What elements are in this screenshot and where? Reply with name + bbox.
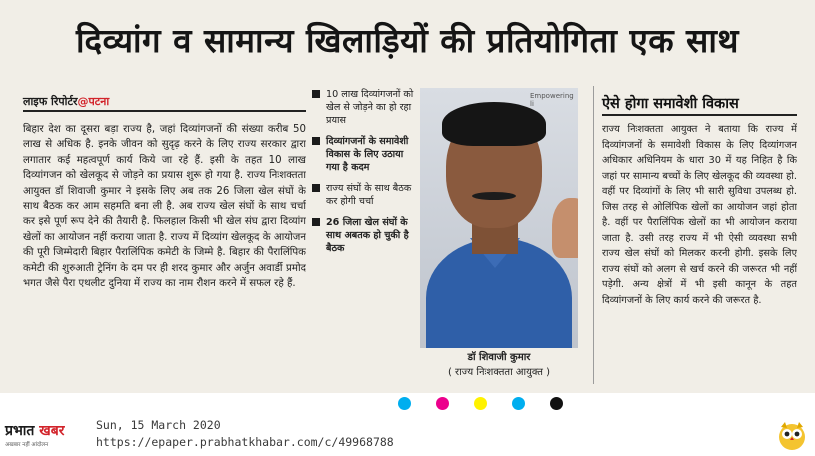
logo-main: प्रभात [5, 423, 35, 439]
owl-icon[interactable] [776, 419, 808, 451]
edition-meta [96, 417, 394, 451]
edition-date: Sun, 15 March 2020 [96, 418, 221, 432]
headline: दिव्यांग व सामान्य खिलाड़ियों की प्रतियोगिता एक साथ [76, 21, 739, 60]
photo-background-sign: Empowering li [530, 92, 574, 108]
byline [23, 92, 306, 112]
highlight-text: 26 जिला खेल संघों के साथ अबतक हो चुकी है बैठक [326, 217, 409, 254]
bullet-square-icon [312, 184, 320, 192]
photo-caption [420, 350, 578, 382]
caption-name: डॉ शिवाजी कुमार [467, 352, 531, 363]
sidebar-body: राज्य निःशक्तता आयुक्त ने बताया कि राज्य में दिव्यांगजनों के समावेशी विकास के लिए दिव्यांगजन अधिकार अधिनियम के धारा 30 में यह निहित है कि जहां पर सामान्य बच्चों के लिए खेलकूद की व्यवस्था हो. वहीं पर दिव्यांगों के लिए भी सारी सुविधा उपलब्ध हो. जिस तरह से ओलिंपिक खेलों का आयोजन जहां होता है. वहीं पर पैरालिंपिक खेलों का भी आयोजन कराया जाता है. उसी तरह राज्य में भी ऐसी व्यवस्था सभी राज्य खेल संघों को मिलकर करनी होगी. इसके लिए राज्य संघों को अलग से खर्च करने की जरूरत भी नहीं पड़ेगी. अन्य क्षेत्रों में भी इसी कानून के तहत दिव्यांगजनों के लिए कार्य करने की जरूरत है. [602, 124, 797, 306]
highlight-item [312, 216, 417, 255]
bullet-square-icon [312, 90, 320, 98]
registration-mark [512, 397, 525, 410]
sidebar-title: ऐसे होगा समावेशी विकास [602, 92, 797, 116]
highlight-item [312, 88, 417, 127]
portrait-photo [420, 88, 578, 348]
highlight-text: 10 लाख दिव्यांगजनों को खेल से जोड़ने का हो रहा प्रयास [326, 89, 414, 126]
registration-mark [550, 397, 563, 410]
highlight-item [312, 135, 417, 174]
registration-mark [436, 397, 449, 410]
registration-mark [398, 397, 411, 410]
print-registration-bar [0, 393, 815, 415]
column-divider [593, 86, 594, 384]
logo-tagline: अखबार नहीं आंदोलन [5, 442, 49, 448]
highlights-column [312, 88, 417, 388]
byline-city: @पटना [77, 95, 110, 108]
bullet-square-icon [312, 137, 320, 145]
epaper-footer [0, 415, 815, 456]
registration-mark [474, 397, 487, 410]
caption-role: ( राज्य निःशक्तता आयुक्त ) [447, 367, 551, 378]
portrait-mustache [472, 192, 516, 200]
article-body: बिहार देश का दूसरा बड़ा राज्य है, जहां दिव्यांगजनों की संख्या करीब 50 लाख से अधिक है. इनके जीवन को सुदृढ़ करने के लिए राज्य सरकार द्वारा लगातार कई महत्वपूर्ण कार्य किये जा रहे हैं. इसी के तहत 10 लाख दिव्यांगजन को खेलकूद से जोड़ने का प्रयास शुरू हो गया है. राज्य निःशक्तता आयुक्त डॉ शिवाजी कुमार ने इसके लिए अब तक 26 जिला खेल संघों के साथ बैठक कर आम सहमति बना ली है. अब राज्य खेल संघों के साथ चर्चा कर इसे पूर्ण रूप देने की तैयारी है. फिलहाल किसी भी खेल संघ द्वारा दिव्यांग खेलों का आयोजन नहीं कराया जाता है. राज्य में दिव्यांग खेलकूद के आयोजन की पूरी जिम्मेदारी बिहार पैरालिंपिक कमेटी के जिम्मे है. बिहार की पैरालिंपिक कमेटी की शुरुआती ट्रेनिंग के दम पर ही शरद कुमार और अर्जुन अवार्डी प्रमोद भगत जैसे पैरा एथलीट दुनिया में राज्य का नाम रौशन करने में सफल रहे हैं. [23, 124, 306, 290]
highlight-text: दिव्यांगजनों के समावेशी विकास के लिए उठाया गया है कदम [326, 136, 409, 173]
bullet-square-icon [312, 218, 320, 226]
logo-accent: खबर [39, 423, 65, 439]
edition-url[interactable]: https://epaper.prabhatkhabar.com/c/49968788 [96, 435, 394, 449]
byline-reporter: लाइफ रिपोर्टर [23, 95, 78, 108]
highlight-text: राज्य संघों के साथ बैठक कर होगी चर्चा [326, 183, 412, 207]
highlight-item [312, 182, 417, 208]
portrait-hair [442, 102, 546, 146]
prabhat-khabar-logo[interactable] [5, 421, 93, 451]
logo-wordmark [5, 421, 93, 441]
background-person [552, 198, 578, 258]
